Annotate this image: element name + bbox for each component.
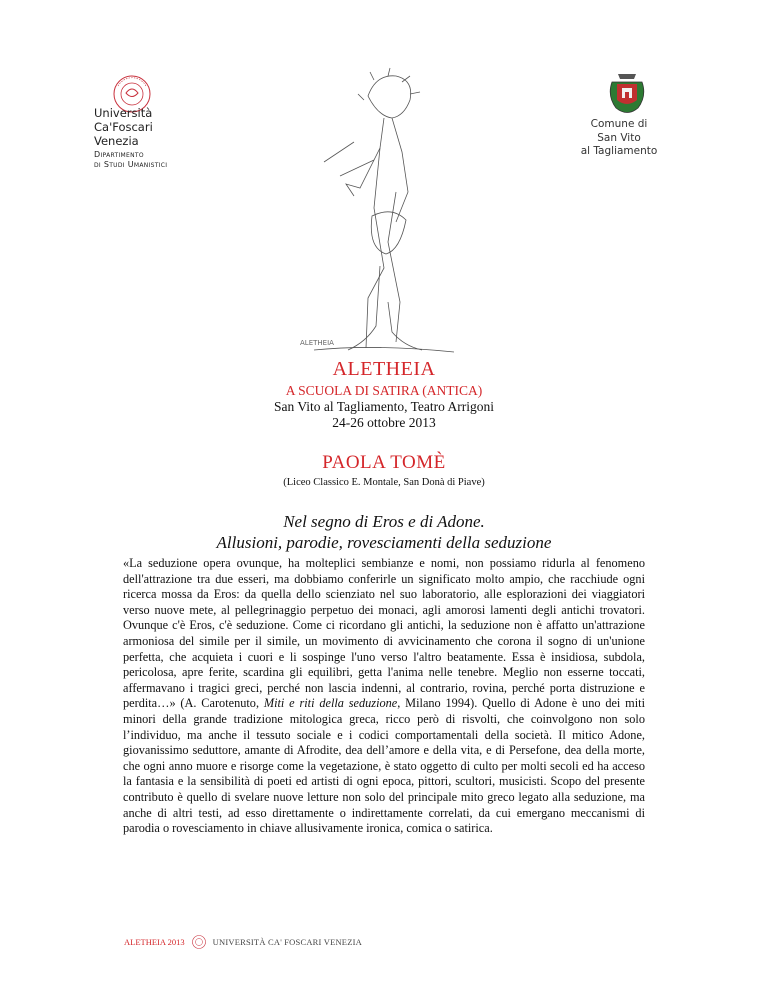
comune-name: Comune di San Vito al Tagliamento	[580, 118, 658, 157]
university-name: Università Ca'Foscari Venezia	[94, 106, 153, 148]
book-title: Miti e riti della seduzione	[263, 696, 398, 711]
event-place: San Vito al Tagliamento, Teatro Arrigoni	[273, 399, 494, 414]
comune-crest-logo	[604, 68, 650, 118]
speaker-name: PAOLA TOMÈ	[322, 452, 446, 473]
talk-title	[0, 511, 768, 553]
satire-figure-sketch	[284, 66, 484, 366]
footer-seal-icon	[191, 934, 207, 950]
abstract-paragraph: «La seduzione opera ovunque, ha molteplici sembianze e nomi, non possiamo ridurla al fenomeno dell'attrazione tra due esseri, ma dobbiamo conferirle un significato molto ampio, che racchiude ogni ricerca mossa da Eros: da quella dello scienziato nel suo laboratorio, alle esplorazioni dei viaggiatori verso nuove mete, al pellegrinaggio perpetuo dei monaci, agli amorosi lamenti degli antichi trovatori. Ovunque c'è Eros, c'è seduzione. Come ci ricordano gli antichi, la seduzione non è affatto un'attrazione armoniosa del simile per il simile, un movimento di avvicinamento che corona il sogno di un'unione perfetta, che acquieta i cuori e li sospinge l'uno verso l'altro beatamente. Essa è insidiosa, subdola, pericolosa, apre ferite, scardina gli equilibri, getta l'anima nelle tenebre. Meglio non esserne toccati, affermavano i tragici greci, perché non lascia indenni, al contrario, rovina, perché porta distruzione e perdita…» (A. Carotenuto, Miti e riti della seduzione, Milano 1994). Quello di Adone è uno dei miti minori della grande tradizione mitologica greca, ricco però di risvolti, che coinvolgono non solo l’individuo, ma anche il tessuto sociale e i codici comportamentali della società. Il mitico Adone, giovanissimo seduttore, amante di Afrodite, dea dell’amore e della vita, e di Persefone, dea della morte, che ogni anno muore e risorge come la vegetazione, è stato oggetto di culto per molti secoli ed ha acceso la fantasia e la sensibilità di poeti ed artisti di ogni epoca, pittori, scultori, musicisti. Scopo del presente contributo è quello di svelare nuove letture non solo del principale mito greco legato alla seduzione, ma anche di altri testi, ad esso direttamente o indirettamente correlati, da cui emergano meccanismi di parodia o rovesciamento in chiave allusivamente ironica, comica o satirica.	[123, 556, 646, 836]
event-subtitle: A SCUOLA DI SATIRA (ANTICA)	[285, 383, 483, 398]
page-footer	[124, 934, 362, 950]
footer-label: ALETHEIA 2013	[124, 937, 185, 947]
talk-title-line-1: Nel segno di Eros e di Adone.	[283, 512, 485, 531]
department-name: Dipartimento di Studi Umanistici	[94, 150, 168, 169]
talk-title-line-2: Allusioni, parodie, rovesciamenti della seduzione	[216, 533, 552, 552]
speaker-affiliation: (Liceo Classico E. Montale, San Donà di Piave)	[283, 477, 485, 488]
event-dates: 24-26 ottobre 2013	[332, 415, 436, 430]
event-title: ALETHEIA	[332, 358, 436, 380]
footer-university: UNIVERSITÀ CA' FOSCARI VENEZIA	[212, 937, 362, 947]
drawing-caption: ALETHEIA	[300, 339, 334, 347]
